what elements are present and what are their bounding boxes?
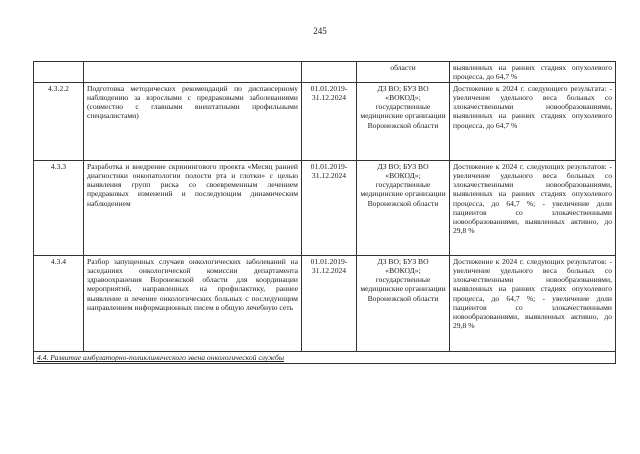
section-heading-row <box>34 352 616 364</box>
row-measure-name: Разработка и внедрение скринингового проекта «Месяц ранней диагностики онкопатологии полости рта и глотки» с целью выявления групп риска со своевременным лечением предраковых изменений и последующим динамическим наблюдением <box>84 161 302 256</box>
table-row-4-3-3 <box>34 161 616 256</box>
row-term <box>302 62 357 83</box>
row-measure-name <box>84 62 302 83</box>
row-measure-name: Разбор запущенных случаев онкологических заболеваний на заседаниях онкологической комиссии департамента здравоохранения Воронежской области для координации мероприятий, направленных на профилактику, раннее выявление и лечение онкологических больных с последующим направлением информационных писем в общую лечебную сеть <box>84 256 302 352</box>
row-result: Достижение к 2024 г. следующего результата: - увеличение удельного веса больных со злокачественными новообразованиями, выявленных на ранних стадиях опухолевого процесса, до 64,7 % <box>450 83 616 161</box>
row-term: 01.01.2019-31.12.2024 <box>302 161 357 256</box>
row-result: Достижение к 2024 г. следующих результатов: - увеличение удельного веса больных со злокачественными новообразованиями, выявленных на ранних стадиях опухолевого процесса, до 64,7 %; - увеличение доли пациентов со злокачественными новообразованиями, выявленных активно, до 29,8 % <box>450 161 616 256</box>
measures-table <box>33 61 616 364</box>
row-result: выявленных на ранних стадиях опухолевого процесса, до 64,7 % <box>450 62 616 83</box>
row-result: Достижение к 2024 г. следующих результатов: - увеличение удельного веса больных со злокачественными новообразованиями, выявленных на ранних стадиях опухолевого процесса, до 64,7 %; - увеличение доли пациентов со злокачественными новообразованиями, выявленных активно, до 29,8 % <box>450 256 616 352</box>
row-executor: ДЗ ВО; БУЗ ВО «ВОКОД»; государственные медицинские организации Воронежской области <box>357 161 450 256</box>
row-executor: ДЗ ВО; БУЗ ВО «ВОКОД»; государственные медицинские организации Воронежской области <box>357 83 450 161</box>
row-executor: ДЗ ВО; БУЗ ВО «ВОКОД»; государственные медицинские организации Воронежской области <box>357 256 450 352</box>
row-term: 01.01.2019-31.12.2024 <box>302 83 357 161</box>
row-number: 4.3.4 <box>34 256 84 352</box>
section-heading: 4.4. Развитие амбулаторно-поликлинического звена онкологической службы <box>34 352 616 364</box>
table-row-4-3-2-2 <box>34 83 616 161</box>
row-measure-name: Подготовка методических рекомендаций по диспансерному наблюдению за взрослыми с предраковыми заболеваниями (совместно с главными внештатными профильными специалистами) <box>84 83 302 161</box>
table-row-continuation <box>34 62 616 83</box>
row-term: 01.01.2019-31.12.2024 <box>302 256 357 352</box>
page-number: 245 <box>313 26 327 36</box>
row-number: 4.3.2.2 <box>34 83 84 161</box>
row-number <box>34 62 84 83</box>
row-number: 4.3.3 <box>34 161 84 256</box>
row-executor: области <box>357 62 450 83</box>
table-row-4-3-4 <box>34 256 616 352</box>
